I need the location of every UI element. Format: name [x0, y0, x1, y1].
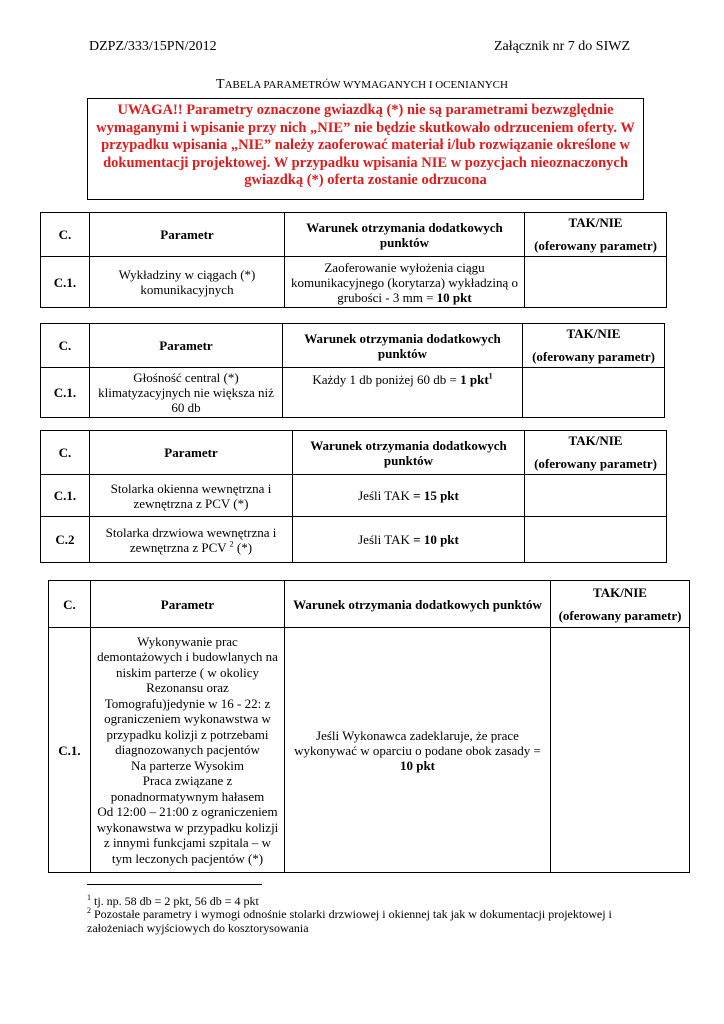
row-value-cell[interactable]	[525, 475, 667, 517]
row-param: Wykonywanie prac demontażowych i budowlanych na niskim parterze ( w okolicy Rezonansu oraz Tomografu)jedynie w 16 - 22: z ograniczeniem wykonawstwa w przypadku kolizji z potrzebami diagnozowanych pacjentów Na parterze Wysokim Praca związane z ponadnormatywnym hałasem Od 12:00 – 21:00 z ograniczeniem wykonawstwa w przypadku kolizji z innymi funkcjami szpitala – w tym leczonych pacjentów (*)	[91, 628, 285, 873]
header-oferowany: (oferowany parametr)	[532, 349, 655, 364]
row-c: C.2	[41, 517, 90, 563]
footnote-ref: 2	[229, 539, 234, 549]
row-points: = 15 pkt	[413, 488, 459, 503]
row-warunek: Jeśli TAK = 15 pkt	[293, 475, 525, 517]
row-points: 10 pkt	[436, 289, 472, 305]
row-param: Głośność central (*) klimatyzacyjnych nie większa niż 60 db	[90, 368, 283, 418]
row-c: C.1.	[41, 257, 90, 308]
header-taknie	[525, 431, 667, 475]
row-points: 10 pkt	[399, 757, 436, 773]
row-warunek: Jeśli TAK = 10 pkt	[293, 517, 525, 563]
warning-box: UWAGA!! Parametry oznaczone gwiazdką (*) nie są parametrami bezwzględnie wymaganymi i wpisanie przy nich „NIE” nie będzie skutkowało odrzuceniem oferty. W przypadku wpisania „NIE” należy zaoferować materiał i/lub rozwiązanie określone w dokumentacji projektowej. W przypadku wpisania NIE w pozycjach nieoznaczonych gwiazdką (*) oferta zostanie odrzucona	[87, 98, 644, 200]
row-c: C.1.	[41, 368, 90, 418]
footnote-2: $^2$ Pozostałe parametry i wymogi odnośnie stolarki drzwiowej i okiennej tak jak w dokumentacji projektowej i założeniach wyjściowych do kosztorysowania	[87, 906, 612, 935]
header-warunek: Warunek otrzymania dodatkowych punktów	[283, 324, 523, 368]
header-taknie	[525, 213, 667, 257]
header-param: Parametr	[90, 213, 285, 257]
row-c: C.1.	[41, 475, 90, 517]
row-c: C.1.	[49, 628, 91, 873]
header-taknie-label: TAK/NIE	[566, 326, 621, 341]
header-taknie-label: TAK/NIE	[568, 215, 623, 230]
row-value-cell[interactable]	[523, 368, 665, 418]
row-warunek: Zaoferowanie wyłożenia ciągu komunikacyjnego (korytarza) wykładziną o grubości - 3 mm = 10 pkt	[285, 257, 525, 308]
footnote-1: $^1$ tj. np. 58 db = 2 pkt, 56 db = 4 pkt	[87, 893, 259, 908]
page-title	[0, 77, 724, 93]
header-c: C.	[41, 431, 90, 475]
header-warunek: Warunek otrzymania dodatkowych punktów	[285, 581, 551, 628]
footnote-ref: 1	[488, 371, 493, 381]
header-taknie	[523, 324, 665, 368]
header-taknie	[551, 581, 690, 628]
header-oferowany: (oferowany parametr)	[534, 238, 657, 253]
document-reference: DZPZ/333/15PN/2012	[89, 39, 217, 54]
header-param: Parametr	[91, 581, 285, 628]
params-table-2	[40, 323, 665, 418]
row-points: 1 pkt	[460, 372, 489, 387]
row-param: Stolarka okienna wewnętrzna i zewnętrzna z PCV (*)	[90, 475, 293, 517]
header-c: C.	[49, 581, 91, 628]
params-table-3	[40, 430, 667, 563]
footnote-separator	[87, 884, 262, 885]
row-warunek: Jeśli Wykonawca zadeklaruje, że prace wykonywać w oparciu o podane obok zasady = 10 pkt	[285, 628, 551, 873]
params-table-1	[40, 212, 667, 308]
header-oferowany: (oferowany parametr)	[534, 456, 657, 471]
attachment-label: Załącznik nr 7 do SIWZ	[493, 39, 630, 54]
row-points: = 10 pkt	[413, 532, 459, 547]
header-taknie-label: TAK/NIE	[593, 585, 647, 600]
title-rest: ABELA PARAMETRÓW WYMAGANYCH I OCENIANYCH	[224, 79, 508, 91]
row-value-cell[interactable]	[525, 257, 667, 308]
row-warunek: Każdy 1 db poniżej 60 db = 1 pkt$^1$	[283, 368, 523, 418]
header-param: Parametr	[90, 324, 283, 368]
header-warunek: Warunek otrzymania dodatkowych punktów	[285, 213, 525, 257]
header-param: Parametr	[90, 431, 293, 475]
row-value-cell[interactable]	[525, 517, 667, 563]
row-param: Stolarka drzwiowa wewnętrzna i zewnętrzna z PCV $^2$ (*)	[90, 517, 293, 563]
header-warunek: Warunek otrzymania dodatkowych punktów	[293, 431, 525, 475]
header-taknie-label: TAK/NIE	[568, 433, 623, 448]
title-initial: T	[216, 77, 225, 92]
row-param: Wykładziny w ciągach (*) komunikacyjnych	[90, 257, 285, 308]
header-oferowany: (oferowany parametr)	[558, 608, 682, 623]
header-c: C.	[41, 324, 90, 368]
params-table-4	[48, 580, 690, 873]
header-c: C.	[41, 213, 90, 257]
row-value-cell[interactable]	[551, 628, 690, 873]
